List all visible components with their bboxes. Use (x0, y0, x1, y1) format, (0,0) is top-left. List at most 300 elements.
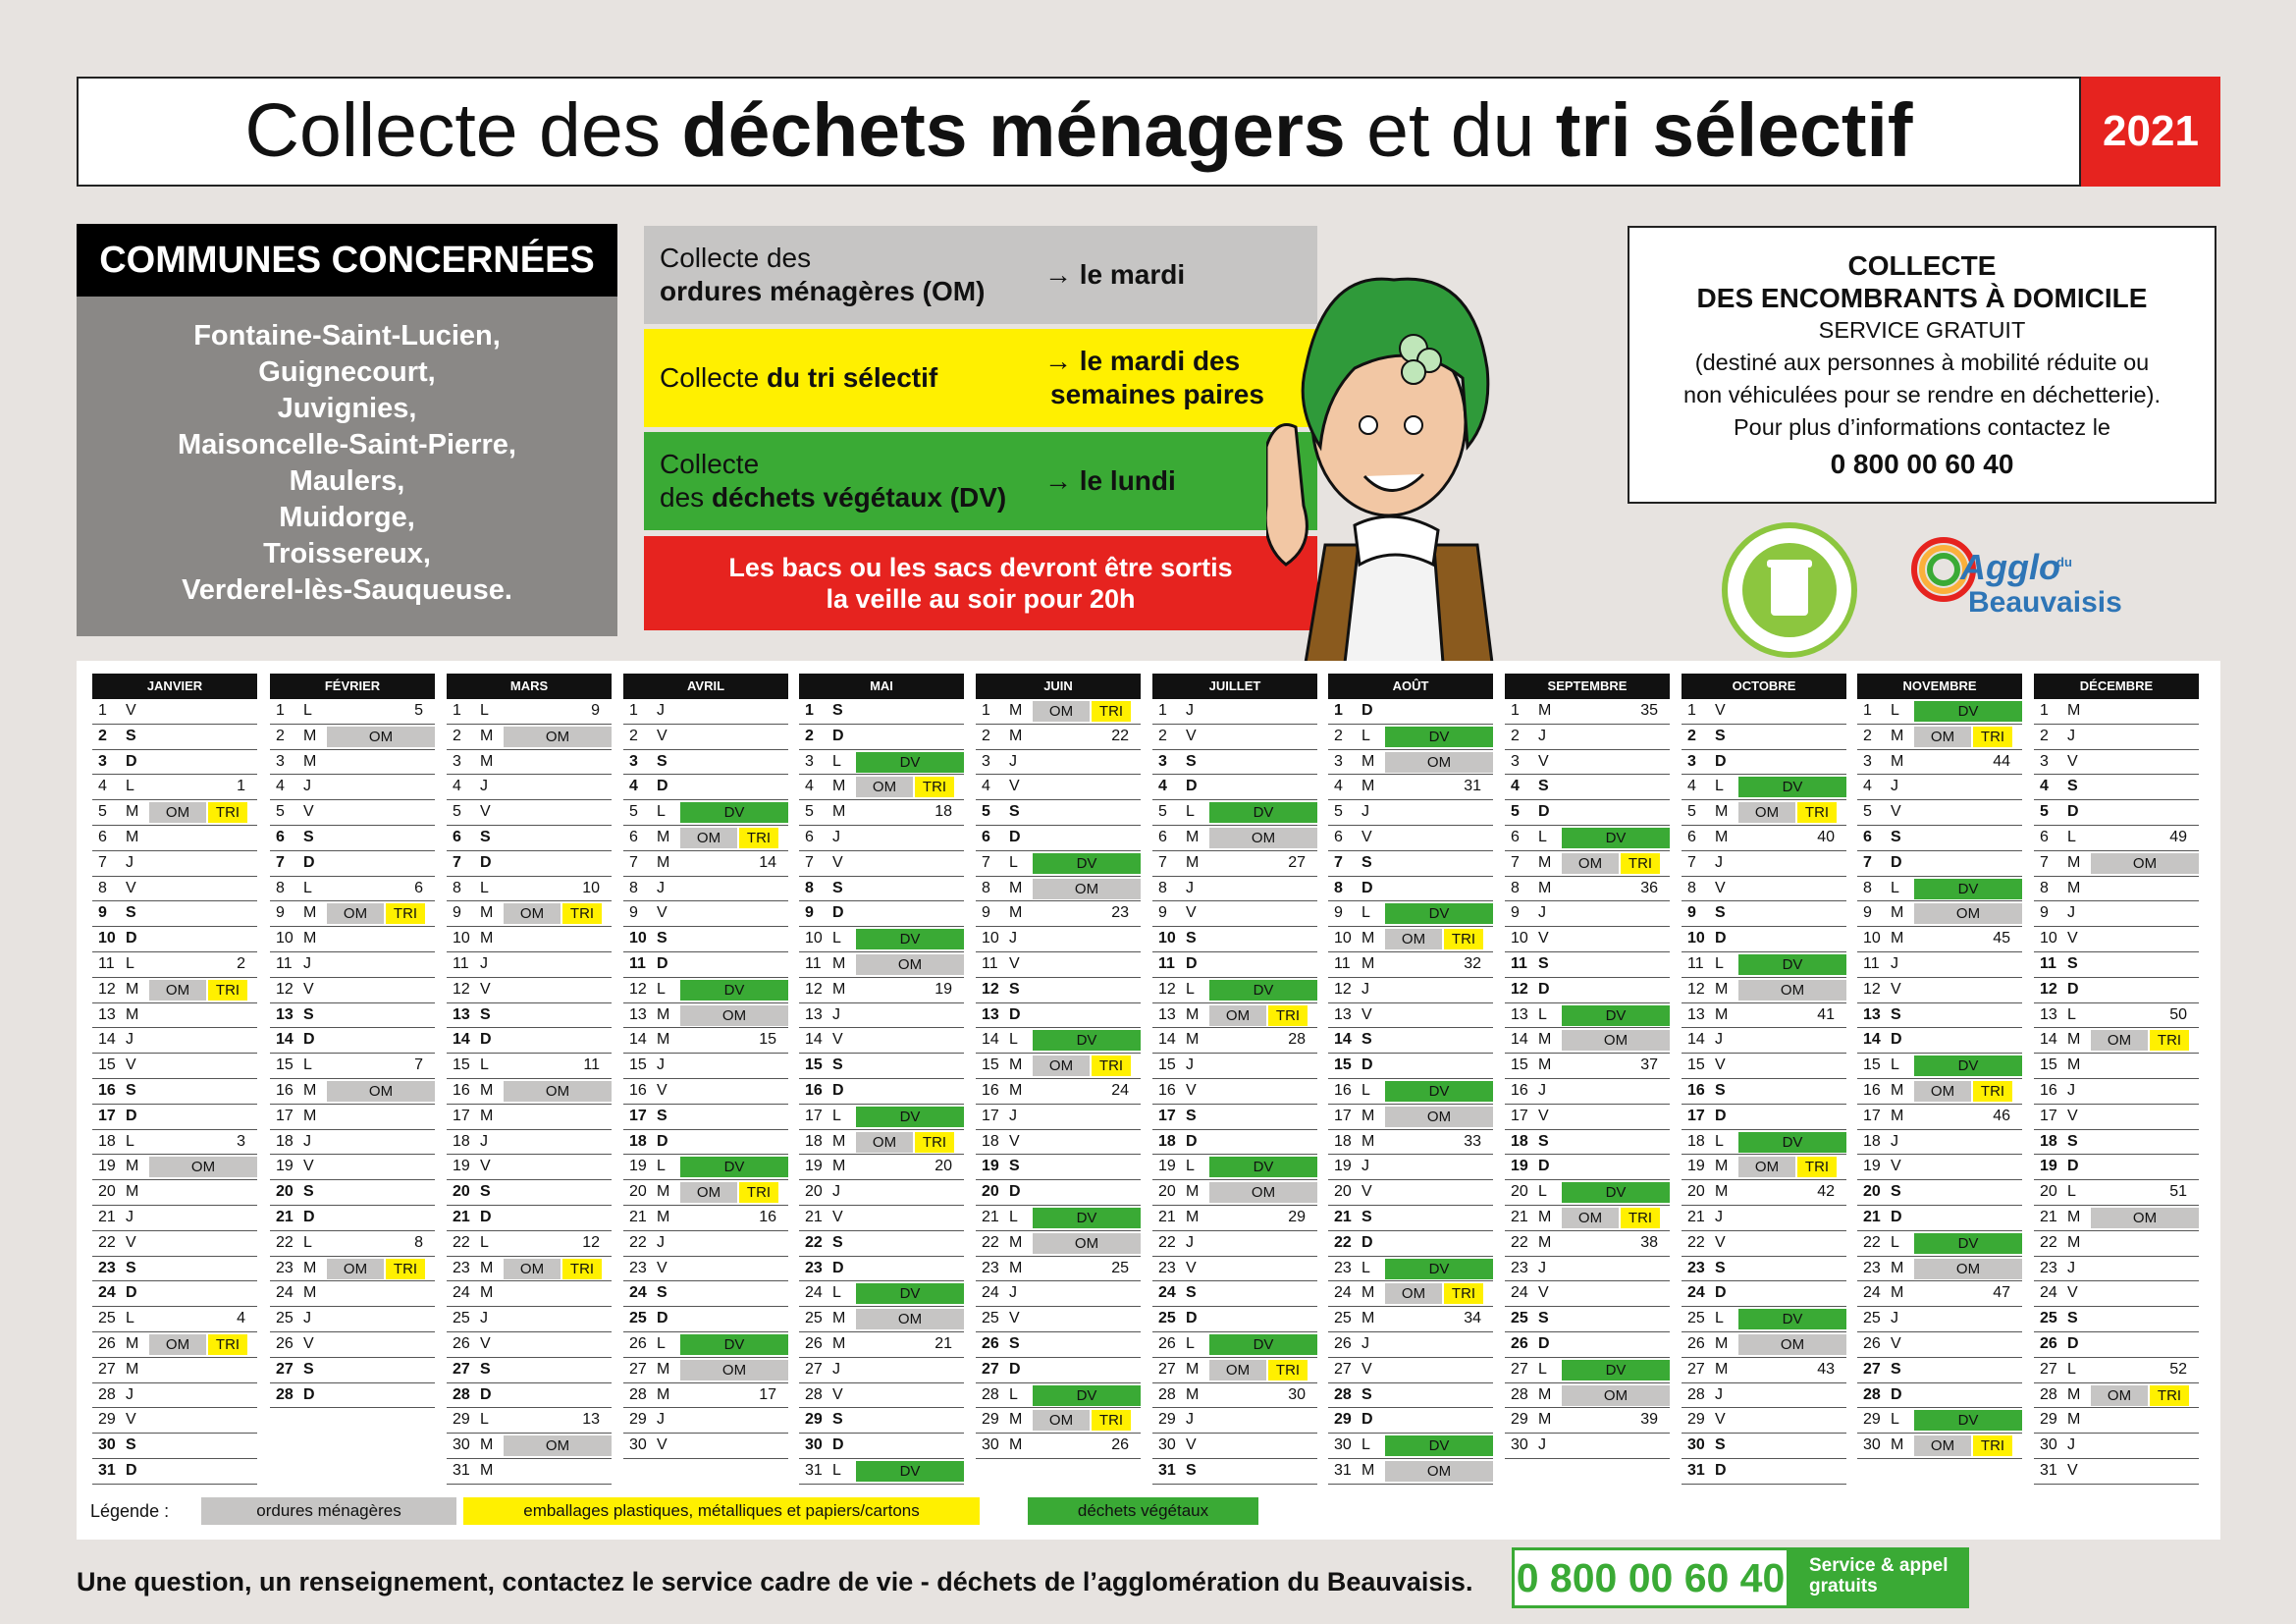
weekday-letter: M (1715, 803, 1729, 821)
day-row (799, 800, 964, 826)
day-number: 22 (1334, 1233, 1352, 1251)
day-row (1857, 978, 2022, 1003)
collection-om-tag: OM (1033, 1410, 1090, 1431)
day-row (92, 750, 257, 776)
weekday-letter: M (1891, 727, 1904, 744)
collection-tri-tag: TRI (1621, 1208, 1660, 1228)
weekday-letter: V (832, 1031, 843, 1049)
day-row (92, 927, 257, 952)
week-number: 27 (1288, 853, 1306, 871)
day-number: 13 (2040, 1005, 2057, 1023)
day-number: 17 (1511, 1107, 1528, 1124)
day-number: 2 (1863, 727, 1872, 744)
day-number: 22 (276, 1233, 294, 1251)
day-row (1682, 978, 1846, 1003)
weekday-letter: D (1362, 879, 1373, 896)
weekday-letter: L (832, 1284, 841, 1302)
day-row (623, 978, 788, 1003)
weekday-letter: M (1362, 1310, 1375, 1327)
collection-tri-tag: TRI (1268, 1005, 1308, 1026)
weekday-letter: L (1186, 1334, 1195, 1352)
weekday-letter: S (657, 752, 667, 770)
collection-tri-tag: TRI (1797, 802, 1837, 823)
day-row (92, 1383, 257, 1409)
day-number: 26 (98, 1334, 116, 1352)
day-number: 12 (1687, 980, 1705, 998)
day-row (270, 1079, 435, 1105)
day-row (1328, 851, 1493, 877)
day-row (1857, 1079, 2022, 1105)
weekday-letter: L (1186, 803, 1195, 821)
day-number: 2 (982, 727, 990, 744)
collection-dv-tag: DV (1738, 1132, 1846, 1153)
day-number: 30 (1158, 1436, 1176, 1454)
weekday-letter: S (2067, 954, 2078, 972)
day-row (1682, 952, 1846, 978)
collection-tri-tag: TRI (1797, 1157, 1837, 1177)
day-number: 28 (982, 1385, 999, 1403)
day-number: 30 (1687, 1436, 1705, 1454)
encombrants-box (1628, 226, 2216, 504)
month-column (1682, 674, 1846, 1485)
day-row (270, 775, 435, 800)
weekday-letter: S (1186, 930, 1197, 947)
day-row (2034, 1130, 2199, 1156)
weekday-letter: V (1538, 1107, 1549, 1124)
weekday-letter: L (303, 1233, 312, 1251)
legend-dv: déchets végétaux (1028, 1497, 1258, 1525)
collection-tri-tag: TRI (915, 1132, 954, 1153)
collection-om-tag: OM (1738, 1334, 1846, 1355)
day-row (2034, 927, 2199, 952)
day-row (976, 1383, 1141, 1409)
day-row (799, 1332, 964, 1358)
day-row (1682, 927, 1846, 952)
day-number: 17 (805, 1107, 823, 1124)
week-number: 41 (1817, 1005, 1835, 1023)
weekday-letter: S (126, 727, 136, 744)
day-number: 27 (805, 1360, 823, 1378)
day-number: 15 (98, 1056, 116, 1074)
day-number: 1 (2040, 702, 2049, 719)
day-row (1152, 927, 1317, 952)
day-number: 1 (982, 702, 990, 719)
notice-line1: Les bacs ou les sacs devront être sortis (728, 553, 1233, 582)
month-header: JUILLET (1152, 674, 1317, 699)
day-row (1682, 1003, 1846, 1029)
weekday-letter: D (1715, 930, 1727, 947)
day-row (623, 699, 788, 725)
day-row (2034, 1408, 2199, 1434)
weekday-letter: S (1362, 1031, 1372, 1049)
day-number: 11 (1511, 954, 1527, 972)
day-row (1857, 1358, 2022, 1383)
day-row (92, 1105, 257, 1130)
day-number: 7 (2040, 853, 2049, 871)
day-number: 28 (2040, 1385, 2057, 1403)
communes-list (77, 297, 617, 609)
day-number: 4 (453, 778, 461, 795)
day-number: 17 (1158, 1107, 1176, 1124)
collection-om-tag: OM (1914, 1081, 1971, 1102)
weekday-letter: D (1891, 1208, 1902, 1225)
day-number: 5 (982, 803, 990, 821)
day-number: 18 (1334, 1132, 1352, 1150)
day-row (623, 952, 788, 978)
weekday-letter: D (1538, 980, 1550, 998)
collection-om-tag: OM (327, 1259, 384, 1279)
day-row (270, 826, 435, 851)
day-row (1857, 1281, 2022, 1307)
day-number: 6 (276, 828, 285, 845)
weekday-letter: D (1009, 1360, 1021, 1378)
weekday-letter: M (1538, 702, 1552, 719)
weekday-letter: S (126, 1436, 136, 1454)
weekday-letter: V (657, 727, 667, 744)
day-row (1857, 826, 2022, 851)
day-number: 14 (98, 1031, 116, 1049)
weekday-letter: L (1891, 1233, 1899, 1251)
weekday-letter: D (1715, 752, 1727, 770)
day-row (1505, 826, 1670, 851)
day-row (447, 775, 612, 800)
weekday-letter: S (1891, 1005, 1901, 1023)
weekday-letter: L (480, 1411, 489, 1429)
day-row (1328, 1358, 1493, 1383)
week-number: 15 (759, 1031, 776, 1049)
day-number: 21 (1863, 1208, 1881, 1225)
day-number: 1 (276, 702, 285, 719)
day-row (799, 1054, 964, 1079)
weekday-letter: M (126, 1183, 139, 1201)
day-row (623, 1028, 788, 1054)
weekday-letter: M (1362, 930, 1375, 947)
day-number: 25 (982, 1310, 999, 1327)
day-number: 26 (805, 1334, 823, 1352)
day-number: 14 (2040, 1031, 2057, 1049)
day-row (1505, 978, 1670, 1003)
weekday-letter: S (1715, 727, 1726, 744)
day-row (976, 1281, 1141, 1307)
day-number: 9 (2040, 904, 2049, 922)
day-row (799, 1231, 964, 1257)
collection-om-tag: OM (1738, 802, 1795, 823)
weekday-letter: D (303, 1031, 315, 1049)
collection-om-tag: OM (1385, 929, 1442, 949)
day-number: 13 (453, 1005, 470, 1023)
day-number: 7 (276, 853, 285, 871)
day-number: 26 (629, 1334, 647, 1352)
day-row (447, 978, 612, 1003)
collection-dv-tag: DV (1033, 853, 1141, 874)
weekday-letter: S (1715, 1436, 1726, 1454)
weekday-letter: S (126, 1259, 136, 1276)
day-number: 19 (1511, 1158, 1528, 1175)
collection-dv-tag: DV (1033, 1030, 1141, 1051)
day-row (799, 851, 964, 877)
day-row (976, 1257, 1141, 1282)
weekday-letter: M (1186, 1385, 1200, 1403)
day-number: 12 (1863, 980, 1881, 998)
weekday-letter: M (1009, 1056, 1023, 1074)
day-number: 10 (453, 930, 470, 947)
collection-om-tag: OM (149, 802, 206, 823)
weekday-letter: L (303, 702, 312, 719)
month-column (270, 674, 435, 1408)
day-row (623, 1130, 788, 1156)
day-number: 19 (2040, 1158, 2057, 1175)
day-number: 16 (453, 1081, 470, 1099)
day-number: 14 (982, 1031, 999, 1049)
weekday-letter: M (657, 828, 670, 845)
page-title: Collecte des déchets ménagers et du tri sélectif (77, 77, 2081, 187)
day-row (92, 1307, 257, 1332)
weekday-letter: M (2067, 1031, 2081, 1049)
day-row (1505, 1028, 1670, 1054)
day-number: 15 (982, 1056, 999, 1074)
day-row (2034, 952, 2199, 978)
day-row (1682, 1206, 1846, 1231)
day-number: 29 (2040, 1411, 2057, 1429)
day-row (799, 901, 964, 927)
day-number: 28 (1158, 1385, 1176, 1403)
day-row (1505, 952, 1670, 978)
commune-item: Muidorge, (279, 502, 415, 533)
day-row (1152, 1408, 1317, 1434)
weekday-letter: M (2067, 1056, 2081, 1074)
day-row (976, 1003, 1141, 1029)
day-row (1152, 901, 1317, 927)
collection-tri-tag: TRI (208, 1334, 247, 1355)
weekday-letter: M (480, 1259, 494, 1276)
day-row (270, 1003, 435, 1029)
day-row (799, 775, 964, 800)
week-number: 25 (1111, 1259, 1129, 1276)
weekday-letter: M (126, 1334, 139, 1352)
day-row (1328, 826, 1493, 851)
weekday-letter: M (1362, 1284, 1375, 1302)
week-number: 49 (2169, 828, 2187, 845)
weekday-letter: L (832, 1107, 841, 1124)
weekday-letter: M (657, 1183, 670, 1201)
weekday-letter: S (1538, 1132, 1549, 1150)
collecte-dv-line1: Collecte (660, 449, 760, 479)
weekday-letter: S (1362, 853, 1372, 871)
day-row (2034, 1003, 2199, 1029)
day-row (1682, 1155, 1846, 1180)
day-row (2034, 1155, 2199, 1180)
weekday-letter: J (303, 1310, 311, 1327)
day-row (976, 1332, 1141, 1358)
week-number: 5 (414, 702, 423, 719)
day-row (270, 1054, 435, 1079)
day-row (1328, 775, 1493, 800)
footer-phone[interactable]: 0 800 00 60 40 (1512, 1547, 1789, 1608)
day-number: 10 (1511, 930, 1528, 947)
day-number: 28 (1511, 1385, 1528, 1403)
day-number: 28 (1863, 1385, 1881, 1403)
day-number: 20 (1687, 1183, 1705, 1201)
week-number: 6 (414, 879, 423, 896)
day-number: 12 (453, 980, 470, 998)
week-number: 26 (1111, 1436, 1129, 1454)
weekday-letter: V (1891, 1158, 1901, 1175)
day-row (1505, 1358, 1670, 1383)
weekday-letter: J (1715, 853, 1723, 871)
day-row (623, 1383, 788, 1409)
day-number: 23 (98, 1259, 116, 1276)
day-row (976, 1307, 1141, 1332)
day-number: 28 (1334, 1385, 1352, 1403)
collection-dv-tag: DV (1385, 727, 1493, 747)
day-row (92, 1079, 257, 1105)
day-row (1152, 1332, 1317, 1358)
day-row (270, 1307, 435, 1332)
weekday-letter: M (1891, 1107, 1904, 1124)
week-number: 2 (237, 954, 245, 972)
weekday-letter: L (126, 778, 134, 795)
weekday-letter: S (1538, 778, 1549, 795)
weekday-letter: V (1186, 1081, 1197, 1099)
day-number: 25 (1334, 1310, 1352, 1327)
weekday-letter: J (1186, 1233, 1194, 1251)
weekday-letter: V (2067, 752, 2078, 770)
day-number: 19 (98, 1158, 116, 1175)
weekday-letter: M (480, 1107, 494, 1124)
weekday-letter: S (1186, 752, 1197, 770)
day-number: 4 (629, 778, 638, 795)
day-number: 11 (1334, 954, 1351, 972)
day-row (799, 1206, 964, 1231)
weekday-letter: S (832, 879, 843, 896)
mascot-illustration (1266, 250, 1512, 663)
day-row (2034, 725, 2199, 750)
day-number: 20 (1334, 1183, 1352, 1201)
weekday-letter: J (1715, 1031, 1723, 1049)
weekday-letter: L (1009, 853, 1018, 871)
day-row (1328, 800, 1493, 826)
weekday-letter: M (1715, 828, 1729, 845)
day-number: 19 (1863, 1158, 1881, 1175)
day-number: 28 (805, 1385, 823, 1403)
day-number: 22 (98, 1233, 116, 1251)
day-row (1857, 1054, 2022, 1079)
day-number: 7 (805, 853, 814, 871)
day-row (270, 1155, 435, 1180)
weekday-letter: V (126, 879, 136, 896)
day-number: 1 (1511, 702, 1520, 719)
day-number: 8 (1158, 879, 1167, 896)
week-number: 32 (1464, 954, 1481, 972)
collection-om-tag: OM (504, 1081, 612, 1102)
day-row (270, 1257, 435, 1282)
day-number: 30 (629, 1436, 647, 1454)
collection-tri-tag: TRI (386, 903, 425, 924)
weekday-letter: V (480, 1158, 491, 1175)
weekday-letter: L (1715, 954, 1724, 972)
collection-dv-tag: DV (1385, 1259, 1493, 1279)
weekday-letter: D (1891, 853, 1902, 871)
day-number: 23 (453, 1259, 470, 1276)
weekday-letter: J (2067, 1436, 2075, 1454)
day-row (1857, 1206, 2022, 1231)
day-number: 2 (276, 727, 285, 744)
collection-dv-tag: DV (1209, 980, 1317, 1001)
day-row (623, 927, 788, 952)
collection-dv-tag: DV (1209, 1157, 1317, 1177)
day-row (1505, 1307, 1670, 1332)
collection-tri-tag: TRI (1973, 727, 2012, 747)
weekday-letter: V (1362, 828, 1372, 845)
collection-om-tag: OM (680, 1182, 737, 1203)
day-number: 3 (629, 752, 638, 770)
day-row (1682, 1383, 1846, 1409)
day-row (1505, 1383, 1670, 1409)
day-number: 10 (276, 930, 294, 947)
day-row (1152, 1459, 1317, 1485)
day-row (447, 725, 612, 750)
week-number: 12 (582, 1233, 600, 1251)
day-number: 29 (98, 1411, 116, 1429)
day-number: 9 (98, 904, 107, 922)
day-number: 22 (1863, 1233, 1881, 1251)
agglo-bottom-text: Beauvaisis (1968, 586, 2122, 619)
day-number: 29 (1158, 1411, 1176, 1429)
collection-om-tag: OM (2091, 1030, 2148, 1051)
day-row (1152, 1079, 1317, 1105)
day-row (1857, 1332, 2022, 1358)
weekday-letter: J (2067, 1259, 2075, 1276)
day-number: 15 (1334, 1056, 1352, 1074)
weekday-letter: J (832, 1360, 840, 1378)
collection-om-tag: OM (2091, 1385, 2148, 1406)
day-row (2034, 1281, 2199, 1307)
day-number: 25 (629, 1310, 647, 1327)
collection-om-tag: OM (149, 1157, 257, 1177)
day-number: 28 (98, 1385, 116, 1403)
day-number: 19 (805, 1158, 823, 1175)
day-number: 26 (276, 1334, 294, 1352)
weekday-letter: V (126, 1233, 136, 1251)
day-number: 7 (1863, 853, 1872, 871)
weekday-letter: V (1009, 1310, 1020, 1327)
day-row (1152, 1257, 1317, 1282)
day-row (799, 826, 964, 851)
day-number: 17 (453, 1107, 470, 1124)
weekday-letter: V (1891, 1334, 1901, 1352)
weekday-letter: S (126, 904, 136, 922)
weekday-letter: M (1362, 778, 1375, 795)
day-row (2034, 1105, 2199, 1130)
weekday-letter: M (1538, 879, 1552, 896)
day-row (623, 1079, 788, 1105)
day-number: 4 (98, 778, 107, 795)
day-row (447, 927, 612, 952)
collection-om-tag: OM (149, 1334, 206, 1355)
collection-om-tag: OM (1385, 1283, 1442, 1304)
day-row (1328, 1003, 1493, 1029)
day-row (270, 1130, 435, 1156)
weekday-letter: V (1009, 954, 1020, 972)
weekday-letter: J (1538, 727, 1546, 744)
day-number: 6 (1863, 828, 1872, 845)
weekday-letter: M (1009, 727, 1023, 744)
day-row (447, 1434, 612, 1459)
day-number: 5 (629, 803, 638, 821)
weekday-letter: J (1362, 803, 1369, 821)
collection-tri-tag: TRI (1092, 1410, 1131, 1431)
day-number: 21 (1334, 1208, 1352, 1225)
